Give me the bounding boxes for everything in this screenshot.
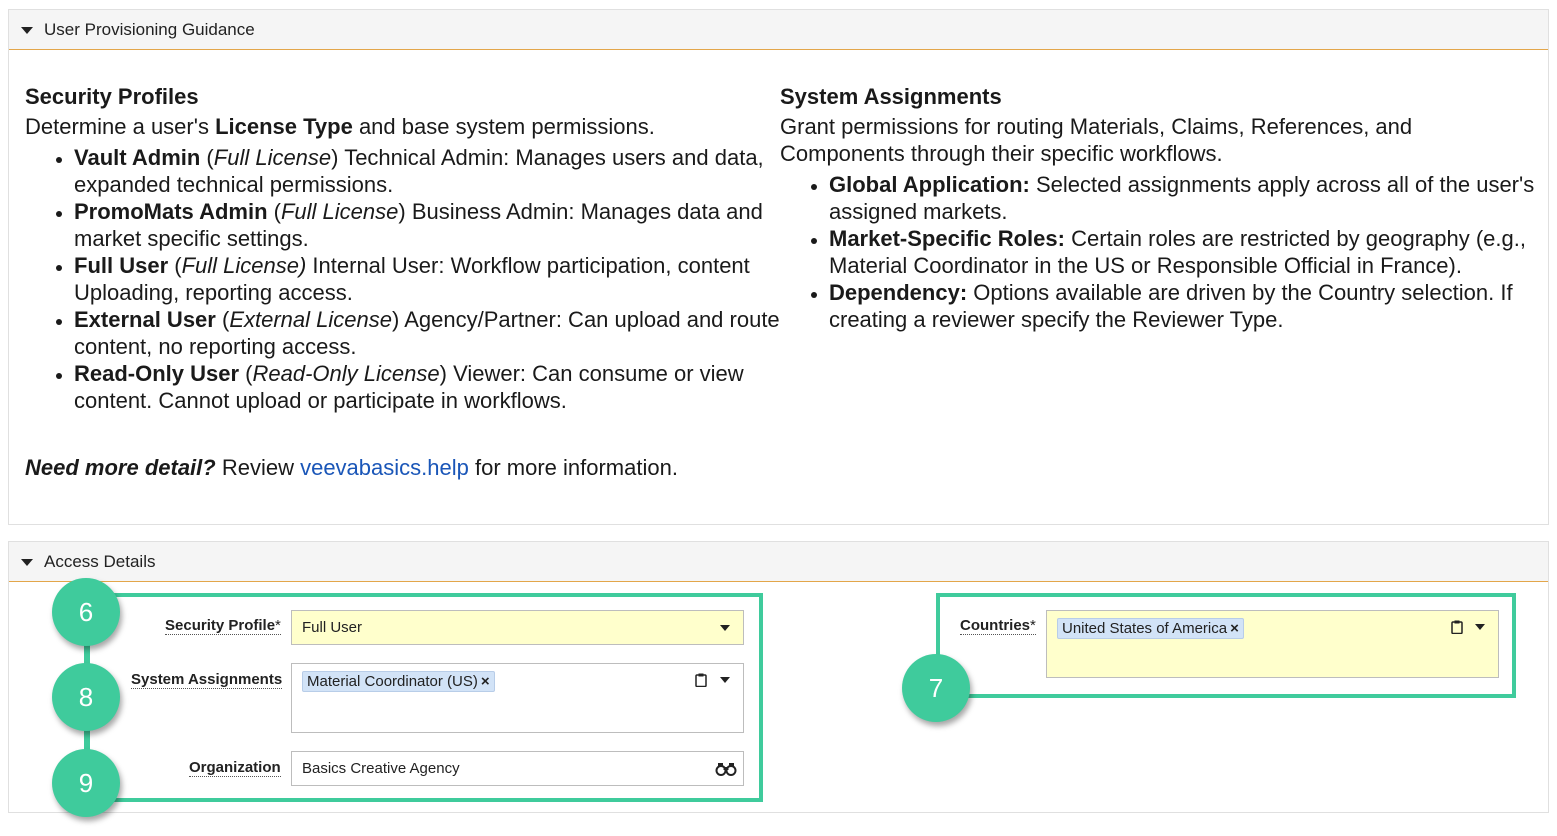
need-more-detail: Need more detail? Review veevabasics.help for more information. [25,455,678,480]
security-profiles-intro: Determine a user's License Type and base system permissions. [25,114,655,139]
security-profiles-list [25,144,785,414]
clipboard-icon[interactable] [695,673,707,687]
access-details-header[interactable] [9,542,1548,582]
remove-token-icon[interactable]: × [480,673,490,690]
veevabasics-help-link[interactable]: veevabasics.help [300,455,469,480]
countries-field[interactable] [1046,610,1499,678]
security-profiles-column [25,83,785,414]
system-assignment-token[interactable]: Material Coordinator (US) × [302,671,495,692]
collapse-caret-icon[interactable] [21,27,33,34]
system-assignments-field[interactable] [291,663,744,733]
security-profile-value: Full User [302,619,363,636]
guidance-panel [8,9,1549,525]
step-badge-8: 8 [52,663,120,731]
list-item: • Full User (Full License) Internal User: Workflow participation, content Uploading, reporting access. [74,252,785,306]
remove-token-icon[interactable]: × [1230,620,1239,637]
system-assignments-list [780,171,1542,333]
chevron-down-icon[interactable] [720,625,730,631]
list-item: • PromoMats Admin (Full License) Business Admin: Manages data and market specific settings. [74,198,785,252]
security-profile-label: Security Profile* [165,617,281,634]
guidance-panel-title: User Provisioning Guidance [44,20,255,39]
organization-label: Organization [189,759,281,776]
list-item: • Market-Specific Roles: Certain roles are restricted by geography (e.g., Material Coordinator in the US or Responsible Official in France). [829,225,1542,279]
list-item: • Read-Only User (Read-Only License) Viewer: Can consume or view content. Cannot upload or participate in workflows. [74,360,785,414]
step-badge-7: 7 [902,654,970,722]
list-item: • External User (External License) Agency/Partner: Can upload and route content, no reporting access. [74,306,785,360]
organization-field[interactable] [291,751,744,786]
access-details-title: Access Details [44,552,156,571]
system-assignments-column [780,83,1542,333]
list-item: • Dependency: Options available are driven by the Country selection. If creating a reviewer specify the Reviewer Type. [829,279,1542,333]
step-badge-6: 6 [52,578,120,646]
step-badge-9: 9 [52,749,120,817]
system-assignments-intro: Grant permissions for routing Materials, Claims, References, and Components through their specific workflows. [780,114,1413,166]
binoculars-icon[interactable] [715,762,737,776]
chevron-down-icon[interactable] [720,677,730,683]
countries-label: Countries* [960,617,1036,634]
system-assignments-label: System Assignments [131,671,283,688]
chevron-down-icon[interactable] [1475,624,1485,630]
clipboard-icon[interactable] [1451,620,1463,634]
security-profiles-heading: Security Profiles [25,84,199,109]
collapse-caret-icon[interactable] [21,559,33,566]
list-item: • Vault Admin (Full License) Technical Admin: Manages users and data, expanded technical permissions. [74,144,785,198]
system-assignments-heading: System Assignments [780,84,1002,109]
list-item: • Global Application: Selected assignments apply across all of the user's assigned markets. [829,171,1542,225]
guidance-panel-header[interactable] [9,10,1548,50]
country-token[interactable]: United States of America × [1057,618,1244,639]
security-profile-select[interactable] [291,610,744,645]
organization-value: Basics Creative Agency [302,760,460,777]
